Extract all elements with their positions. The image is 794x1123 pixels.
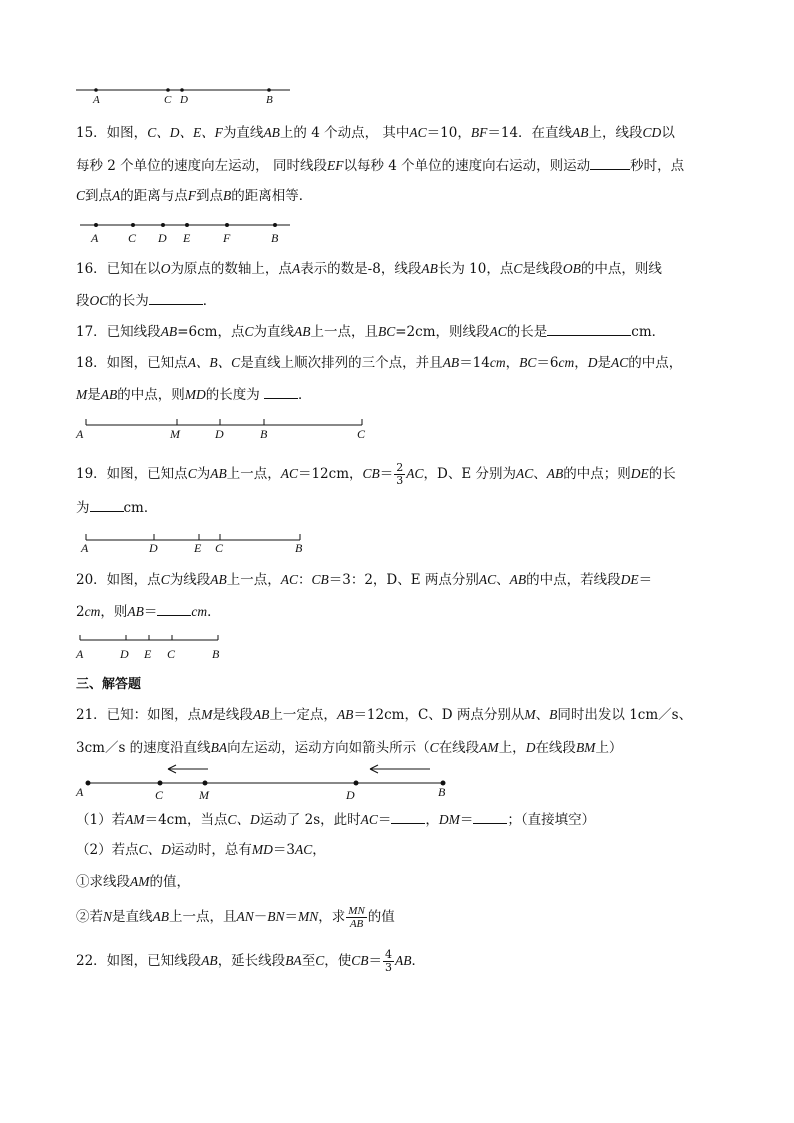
point-label-b: B <box>260 427 268 441</box>
q18-line1: 18．如图，已知点A、B、C是直线上顺次排列的三个点，并且AB＝14cm，BC＝6cm，D是AC的中点， <box>76 355 683 371</box>
answer-blank[interactable] <box>391 810 425 824</box>
fraction-mn-over-ab: $\frac{MN}{AB}$ <box>348 905 365 930</box>
point-label-e: E <box>183 231 191 245</box>
q18-line2: M是AB的中点，则MD的长度为 ． <box>76 387 312 403</box>
point-label-d: D <box>180 94 188 106</box>
q19-line2: 为 cm． <box>76 500 158 516</box>
answer-blank[interactable] <box>473 810 507 824</box>
point-label-b: B <box>266 94 273 106</box>
q21-sub2: ②若N是直线AB上一点，且AN－BN＝MN，求 $\frac{MN}{AB}$ 的值 <box>76 905 395 930</box>
point-label-b: B <box>295 541 303 555</box>
point-label-a: A <box>93 94 100 106</box>
section-title: 三、解答题 <box>76 677 142 692</box>
q21-part1: （1）若AM＝4cm，当点C、D运动了 2s，此时AC＝ ，DM＝ ；（直接填空） <box>76 812 596 828</box>
point-label-c: C <box>215 541 224 555</box>
point-label-c: C <box>167 647 176 661</box>
point-label-e: E <box>144 647 152 661</box>
q21-line2: 3cm／s 的速度沿直线BA向左运动，运动方向如箭头所示（C在线段AM上，D在线段BM上） <box>76 740 623 756</box>
point-label-b: B <box>438 785 446 799</box>
q21-part2: （2）若点C、D运动时，总有MD＝3AC， <box>76 842 326 858</box>
point-label-a: A <box>76 427 84 441</box>
point-label-c: C <box>164 94 172 106</box>
q21-sub1: ①求线段AM的值， <box>76 874 190 890</box>
point-label-a: A <box>81 541 89 555</box>
point-label-m: M <box>199 788 209 802</box>
point-label-f: F <box>223 231 231 245</box>
q16-line2: 段OC的长为 ． <box>76 293 217 309</box>
left-arrow-icon <box>370 765 430 773</box>
fraction-two-thirds: $\frac{2}{3}$ <box>396 461 404 487</box>
point-label-c: C <box>357 427 366 441</box>
q15-line1: 15．如图，C、D、E、F为直线AB上的 4 个动点， 其中AC＝10，BF＝14．在直线AB上，线段CD以 <box>76 125 675 141</box>
point-label-c: C <box>128 231 137 245</box>
point-label-a: A <box>76 785 84 799</box>
point-label-d: D <box>215 427 224 441</box>
point-label-c: C <box>155 788 164 802</box>
point-label-a: A <box>76 647 84 661</box>
q17-line: 17．已知线段AB=6cm，点C为直线AB上一点，且BC=2cm，则线段AC的长是 cm． <box>76 324 666 340</box>
q22-line: 22．如图，已知线段AB，延长线段BA至C，使CB＝ $\frac{4}{3}$ AB． <box>76 948 425 974</box>
point-label-d: D <box>346 788 355 802</box>
point-label-b: B <box>212 647 220 661</box>
q16-line1: 16．已知在以O为原点的数轴上，点A表示的数是-8，线段AB长为 10，点C是线段OB的中点，则线 <box>76 261 662 277</box>
q20-line1: 20．如图，点C为线段AB上一点，AC：CB＝3：2，D、E 两点分别AC、AB的中点，若线段DE＝ <box>76 572 653 588</box>
point-label-b: B <box>271 231 279 245</box>
q15-line3: C到点A的距离与点F到点B的距离相等． <box>76 188 313 204</box>
q19-line1: 19．如图，已知点C为AB上一点，AC＝12cm，CB＝ $\frac{2}{3}$ AC，D、E 分别为AC、AB的中点；则DE的长 <box>76 461 676 487</box>
q20-line2: 2cm，则AB＝ cm． <box>76 604 221 620</box>
q21-line1: 21．已知：如图，点M是线段AB上一定点，AB＝12cm，C、D 两点分别从M、B同时出发以 1cm／s、 <box>76 707 693 723</box>
point-label-d: D <box>158 231 167 245</box>
point-label-e: E <box>194 541 202 555</box>
left-arrow-icon <box>168 765 208 773</box>
q15-line2: 每秒 2 个单位的速度向左运动， 同时线段EF以每秒 4 个单位的速度向右运动，则运动 秒时，点 <box>76 158 685 174</box>
point-label-d: D <box>120 647 129 661</box>
point-label-d: D <box>149 541 158 555</box>
fraction-four-thirds: $\frac{4}{3}$ <box>384 948 392 974</box>
point-label-m: M <box>170 427 180 441</box>
point-label-a: A <box>91 231 99 245</box>
